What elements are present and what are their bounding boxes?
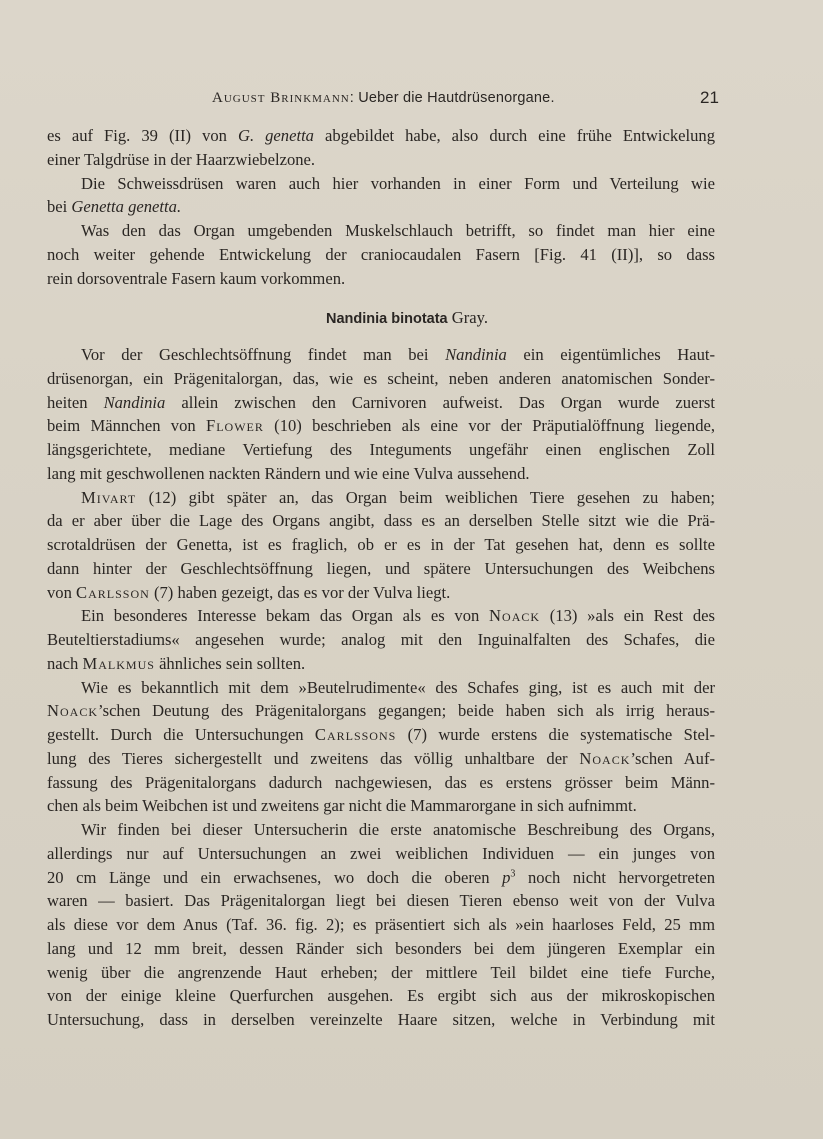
- text-line: Ein besonderes Interesse bekam das Organ als es von Noack (13) »als ein Rest des: [81, 606, 715, 626]
- text-line: chen als beim Weibchen ist und zweitens gar nicht die Mammarorgane in sich aufnimmt.: [47, 796, 637, 816]
- text-line: von der einige kleine Querfurchen ausgehen. Es ergibt sich aus der mikroskopischen: [47, 986, 715, 1006]
- text-line: drüsenorgan, ein Prägenitalorgan, das, wie es scheint, neben anderen anatomischen Sonder-: [47, 368, 715, 388]
- text-line: bei Genetta genetta.: [47, 197, 182, 217]
- text-line: lang mit geschwollenen nackten Rändern und wie eine Vulva aussehend.: [47, 463, 530, 483]
- text-line: noch weiter gehende Entwickelung der craniocaudalen Fasern [Fig. 41 (II)], so dass: [47, 244, 715, 264]
- header-separator: :: [349, 90, 359, 106]
- text-line: rein dorsoventrale Fasern kaum vorkommen.: [47, 268, 346, 288]
- header-title: Ueber die Hautdrüsenorgane.: [358, 90, 555, 106]
- page-number: 21: [700, 88, 719, 107]
- text-line: längsgerichtete, mediane Vertiefung des Integuments ungefähr einen englischen Zoll: [47, 440, 715, 459]
- text-line: 20 cm Länge und ein erwachsenes, wo doch die oberen $p^3$ noch nicht hervorgetreten: [47, 867, 716, 887]
- text-line: Die Schweissdrüsen waren auch hier vorhanden in einer Form und Verteilung wie: [81, 173, 715, 193]
- header-author: August Brinkmann: [212, 90, 350, 106]
- text-line: lung des Tieres sichergestellt und zweitens das völlig unhaltbare der Noack’schen Auf-: [47, 748, 715, 768]
- text-line: gestellt. Durch die Untersuchungen Carlssons (7) wurde erstens die systematische Stel-: [47, 725, 715, 744]
- text-line: fassung des Prägenitalorgans dadurch nachgewiesen, das es erstens grösser beim Männ-: [47, 772, 715, 792]
- text-line: Vor der Geschlechtsöffnung findet man bei Nandinia ein eigentümliches Haut-: [81, 345, 715, 364]
- text-line: Was den das Organ umgebenden Muskelschlauch betrifft, so findet man hier eine: [81, 221, 715, 240]
- text-line: wenig über die angrenzende Haut erheben; der mittlere Teil bildet eine tiefe Furche,: [47, 962, 715, 982]
- text-line: allerdings nur auf Untersuchungen an zwei weiblichen Individuen — ein junges von: [47, 843, 715, 863]
- text-line: waren — basiert. Das Prägenitalorgan liegt bei diesen Tieren ebenso weit von der Vulva: [47, 891, 715, 911]
- text-line: beim Männchen von Flower (10) beschrieben als eine vor der Präputialöffnung liegende,: [47, 416, 716, 436]
- text-line: Beuteltierstadiums« angesehen wurde; analog mit den Inguinalfalten des Schafes, die: [47, 630, 715, 649]
- text-line: da er aber über die Lage des Organs angibt, dass es an derselben Stelle sitzt wie die Prä-: [47, 511, 715, 531]
- section-heading: [47, 306, 715, 332]
- text-line: einer Talgdrüse in der Haarzwiebelzone.: [47, 149, 316, 169]
- text-line: es auf Fig. 39 (II) von G. genetta abgebildet habe, also durch eine frühe Entwickelung: [47, 126, 716, 145]
- text-line: Noack’schen Deutung des Prägenitalorgans gegangen; beide haben sich als irrig heraus-: [47, 701, 715, 721]
- heading-authority: Gray.: [447, 308, 489, 328]
- running-header: [212, 90, 555, 107]
- body-text: [47, 124, 715, 1032]
- text-line: dann hinter der Geschlechtsöffnung liegen, und spätere Untersuchungen des Weibchens: [47, 558, 715, 578]
- text-line: als diese vor dem Anus (Taf. 36. fig. 2); es präsentiert sich als »ein haarloses Feld, 25 mm: [47, 915, 715, 934]
- text-line: Wie es bekanntlich mit dem »Beutelrudimente« des Schafes ging, ist es auch mit der: [81, 677, 715, 697]
- text-line: scrotaldrüsen der Genetta, ist es fraglich, ob er es in der Tat gesehen hat, denn es sollte: [47, 535, 715, 554]
- text-line: lang und 12 mm breit, dessen Ränder sich besonders bei dem jüngeren Exemplar ein: [47, 938, 715, 958]
- text-line: von Carlsson (7) haben gezeigt, das es vor der Vulva liegt.: [47, 582, 451, 602]
- text-line: Wir finden bei dieser Untersucherin die erste anatomische Beschreibung des Organs,: [81, 820, 715, 839]
- text-line: heiten Nandinia allein zwischen den Carnivoren aufweist. Das Organ wurde zuerst: [47, 392, 716, 412]
- text-line: nach Malkmus ähnliches sein sollten.: [47, 653, 306, 673]
- heading-species: Nandinia binotata: [325, 311, 448, 328]
- text-line: Untersuchung, dass in derselben vereinzelte Haare sitzen, welche in Verbindung mit: [47, 1010, 715, 1029]
- text-line: Mivart (12) gibt später an, das Organ beim weiblichen Tiere gesehen zu haben;: [81, 487, 715, 507]
